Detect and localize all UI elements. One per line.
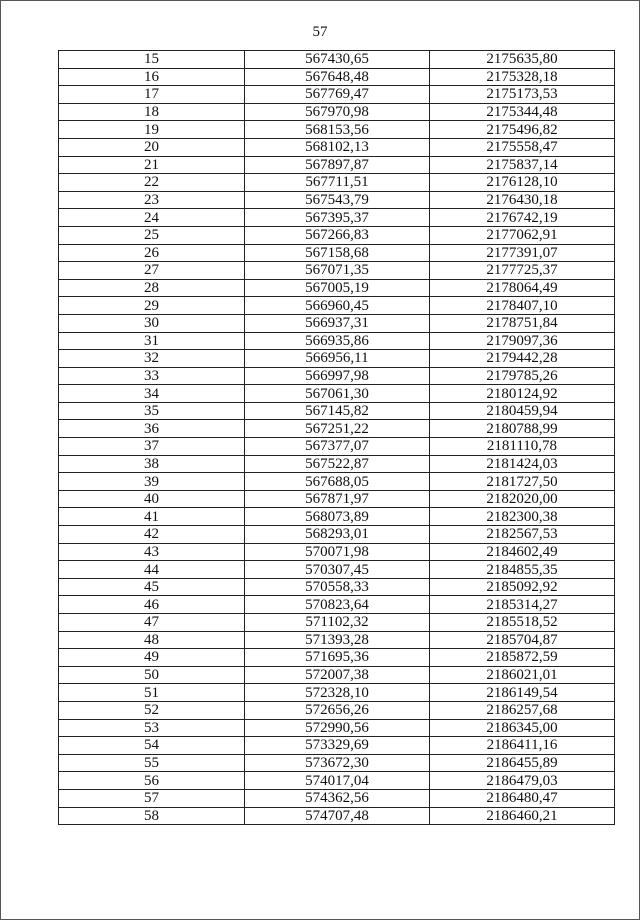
point-number-cell: 34 [59,385,245,403]
x-coordinate-cell: 568102,13 [245,138,430,156]
y-coordinate-cell: 2175837,14 [430,156,615,174]
table-row [59,508,615,526]
y-coordinate-cell: 2185872,59 [430,649,615,667]
x-coordinate-cell: 567430,65 [245,51,430,69]
x-coordinate-cell: 570558,33 [245,578,430,596]
x-coordinate-cell: 567769,47 [245,86,430,104]
point-number-cell: 18 [59,103,245,121]
table-row [59,103,615,121]
table-row [59,402,615,420]
x-coordinate-cell: 566935,86 [245,332,430,350]
table-row [59,666,615,684]
point-number-cell: 42 [59,526,245,544]
point-number-cell: 53 [59,719,245,737]
y-coordinate-cell: 2184855,35 [430,561,615,579]
table-row [59,121,615,139]
point-number-cell: 31 [59,332,245,350]
table-row [59,754,615,772]
y-coordinate-cell: 2182020,00 [430,490,615,508]
y-coordinate-cell: 2186479,03 [430,772,615,790]
table-row [59,438,615,456]
x-coordinate-cell: 567970,98 [245,103,430,121]
point-number-cell: 44 [59,561,245,579]
table-row [59,385,615,403]
point-number-cell: 16 [59,68,245,86]
x-coordinate-cell: 568073,89 [245,508,430,526]
y-coordinate-cell: 2181110,78 [430,438,615,456]
y-coordinate-cell: 2181424,03 [430,455,615,473]
y-coordinate-cell: 2186460,21 [430,807,615,825]
table-row [59,191,615,209]
point-number-cell: 55 [59,754,245,772]
point-number-cell: 51 [59,684,245,702]
point-number-cell: 50 [59,666,245,684]
point-number-cell: 57 [59,789,245,807]
table-row [59,737,615,755]
y-coordinate-cell: 2186480,47 [430,789,615,807]
point-number-cell: 36 [59,420,245,438]
point-number-cell: 30 [59,314,245,332]
point-number-cell: 40 [59,490,245,508]
point-number-cell: 37 [59,438,245,456]
x-coordinate-cell: 567711,51 [245,174,430,192]
y-coordinate-cell: 2175344,48 [430,103,615,121]
x-coordinate-cell: 567897,87 [245,156,430,174]
table-row [59,596,615,614]
x-coordinate-cell: 567395,37 [245,209,430,227]
table-row [59,719,615,737]
table-row [59,68,615,86]
table-row [59,156,615,174]
y-coordinate-cell: 2176128,10 [430,174,615,192]
point-number-cell: 45 [59,578,245,596]
y-coordinate-cell: 2175496,82 [430,121,615,139]
point-number-cell: 46 [59,596,245,614]
y-coordinate-cell: 2186455,89 [430,754,615,772]
coordinates-table-body [59,51,615,825]
x-coordinate-cell: 572007,38 [245,666,430,684]
point-number-cell: 19 [59,121,245,139]
x-coordinate-cell: 572656,26 [245,701,430,719]
table-row [59,279,615,297]
table-row [59,350,615,368]
page-number: 57 [312,24,328,40]
y-coordinate-cell: 2186345,00 [430,719,615,737]
x-coordinate-cell: 570307,45 [245,561,430,579]
y-coordinate-cell: 2185704,87 [430,631,615,649]
table-row [59,684,615,702]
point-number-cell: 22 [59,174,245,192]
y-coordinate-cell: 2177391,07 [430,244,615,262]
point-number-cell: 21 [59,156,245,174]
y-coordinate-cell: 2182300,38 [430,508,615,526]
x-coordinate-cell: 566997,98 [245,367,430,385]
table-row [59,490,615,508]
x-coordinate-cell: 567071,35 [245,262,430,280]
point-number-cell: 58 [59,807,245,825]
y-coordinate-cell: 2178064,49 [430,279,615,297]
x-coordinate-cell: 568293,01 [245,526,430,544]
y-coordinate-cell: 2186411,16 [430,737,615,755]
x-coordinate-cell: 567145,82 [245,402,430,420]
y-coordinate-cell: 2175173,53 [430,86,615,104]
y-coordinate-cell: 2182567,53 [430,526,615,544]
y-coordinate-cell: 2186149,54 [430,684,615,702]
x-coordinate-cell: 572990,56 [245,719,430,737]
table-row [59,649,615,667]
table-row [59,420,615,438]
x-coordinate-cell: 567648,48 [245,68,430,86]
point-number-cell: 20 [59,138,245,156]
y-coordinate-cell: 2176430,18 [430,191,615,209]
y-coordinate-cell: 2184602,49 [430,543,615,561]
y-coordinate-cell: 2186021,01 [430,666,615,684]
x-coordinate-cell: 566956,11 [245,350,430,368]
y-coordinate-cell: 2177062,91 [430,226,615,244]
point-number-cell: 26 [59,244,245,262]
point-number-cell: 49 [59,649,245,667]
y-coordinate-cell: 2176742,19 [430,209,615,227]
table-row [59,174,615,192]
y-coordinate-cell: 2181727,50 [430,473,615,491]
point-number-cell: 56 [59,772,245,790]
x-coordinate-cell: 574707,48 [245,807,430,825]
table-row [59,226,615,244]
table-row [59,51,615,69]
table-row [59,297,615,315]
table-row [59,244,615,262]
table-row [59,561,615,579]
y-coordinate-cell: 2180788,99 [430,420,615,438]
x-coordinate-cell: 572328,10 [245,684,430,702]
y-coordinate-cell: 2175328,18 [430,68,615,86]
point-number-cell: 47 [59,614,245,632]
x-coordinate-cell: 567543,79 [245,191,430,209]
x-coordinate-cell: 571695,36 [245,649,430,667]
x-coordinate-cell: 574017,04 [245,772,430,790]
table-row [59,631,615,649]
x-coordinate-cell: 567688,05 [245,473,430,491]
y-coordinate-cell: 2178407,10 [430,297,615,315]
x-coordinate-cell: 573329,69 [245,737,430,755]
table-row [59,772,615,790]
x-coordinate-cell: 567061,30 [245,385,430,403]
x-coordinate-cell: 568153,56 [245,121,430,139]
table-row [59,138,615,156]
x-coordinate-cell: 570071,98 [245,543,430,561]
x-coordinate-cell: 567522,87 [245,455,430,473]
point-number-cell: 39 [59,473,245,491]
table-row [59,578,615,596]
coordinates-table [58,50,615,825]
point-number-cell: 35 [59,402,245,420]
table-row [59,86,615,104]
table-row [59,789,615,807]
x-coordinate-cell: 567377,07 [245,438,430,456]
x-coordinate-cell: 574362,56 [245,789,430,807]
x-coordinate-cell: 567266,83 [245,226,430,244]
x-coordinate-cell: 567251,22 [245,420,430,438]
x-coordinate-cell: 571102,32 [245,614,430,632]
y-coordinate-cell: 2175558,47 [430,138,615,156]
table-row [59,807,615,825]
point-number-cell: 33 [59,367,245,385]
x-coordinate-cell: 567158,68 [245,244,430,262]
point-number-cell: 52 [59,701,245,719]
y-coordinate-cell: 2178751,84 [430,314,615,332]
x-coordinate-cell: 566937,31 [245,314,430,332]
y-coordinate-cell: 2179785,26 [430,367,615,385]
point-number-cell: 38 [59,455,245,473]
point-number-cell: 25 [59,226,245,244]
x-coordinate-cell: 567005,19 [245,279,430,297]
y-coordinate-cell: 2185092,92 [430,578,615,596]
point-number-cell: 43 [59,543,245,561]
y-coordinate-cell: 2179097,36 [430,332,615,350]
point-number-cell: 23 [59,191,245,209]
y-coordinate-cell: 2175635,80 [430,51,615,69]
point-number-cell: 41 [59,508,245,526]
y-coordinate-cell: 2185314,27 [430,596,615,614]
table-row [59,701,615,719]
table-row [59,473,615,491]
table-row [59,526,615,544]
table-row [59,332,615,350]
y-coordinate-cell: 2186257,68 [430,701,615,719]
point-number-cell: 29 [59,297,245,315]
point-number-cell: 27 [59,262,245,280]
x-coordinate-cell: 566960,45 [245,297,430,315]
point-number-cell: 32 [59,350,245,368]
y-coordinate-cell: 2180124,92 [430,385,615,403]
y-coordinate-cell: 2179442,28 [430,350,615,368]
x-coordinate-cell: 571393,28 [245,631,430,649]
x-coordinate-cell: 567871,97 [245,490,430,508]
x-coordinate-cell: 573672,30 [245,754,430,772]
table-row [59,262,615,280]
x-coordinate-cell: 570823,64 [245,596,430,614]
point-number-cell: 17 [59,86,245,104]
y-coordinate-cell: 2185518,52 [430,614,615,632]
table-row [59,543,615,561]
y-coordinate-cell: 2177725,37 [430,262,615,280]
table-row [59,314,615,332]
table-row [59,455,615,473]
point-number-cell: 54 [59,737,245,755]
table-row [59,614,615,632]
point-number-cell: 48 [59,631,245,649]
point-number-cell: 15 [59,51,245,69]
point-number-cell: 28 [59,279,245,297]
y-coordinate-cell: 2180459,94 [430,402,615,420]
point-number-cell: 24 [59,209,245,227]
table-row [59,209,615,227]
table-row [59,367,615,385]
